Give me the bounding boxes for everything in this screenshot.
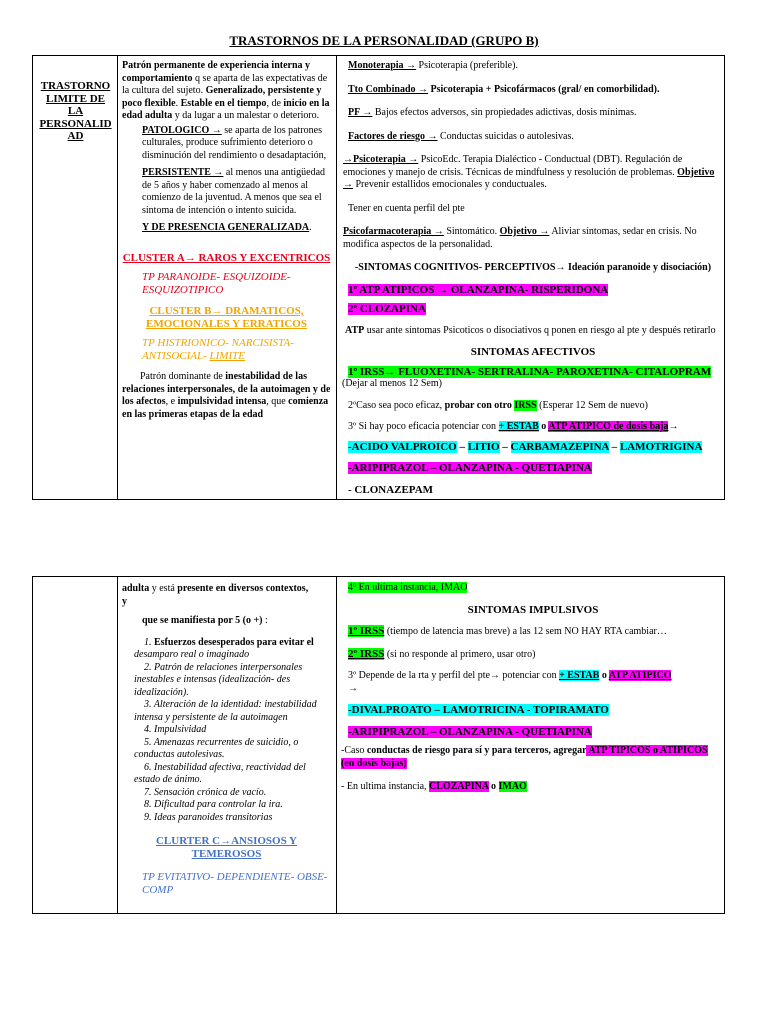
text: Conductas suicidas o autolesivas. xyxy=(437,130,574,142)
text: o xyxy=(538,421,549,432)
label: Psicofarmacoterapia → xyxy=(343,226,444,237)
continuation-paragraph xyxy=(122,583,331,596)
third-arrow: → xyxy=(348,682,358,694)
text: , de xyxy=(266,97,284,109)
row-title-line: LA xyxy=(67,105,84,117)
text: usar ante síntomas Psicoticos o disociativos q ponen en riesgo al pte y después retirarlo xyxy=(364,324,716,336)
row-title-line: AD xyxy=(67,130,84,142)
criterion-number: 9. xyxy=(144,811,152,823)
estab-line xyxy=(348,441,718,454)
generalizada-label: Y DE PRESENCIA GENERALIZADA xyxy=(142,222,310,233)
persistente-label: PERSISTENTE → xyxy=(142,167,224,178)
highlight: IMAO xyxy=(498,781,527,792)
persistente-paragraph xyxy=(122,167,331,217)
criterion-item xyxy=(122,699,331,724)
label: Monoterapia → xyxy=(348,60,417,71)
irss2-line xyxy=(348,648,718,662)
highlight: 4º En ultima instancia, IMAO xyxy=(348,582,468,593)
cluster-a-heading: CLUSTER A→ RAROS Y EXCENTRICOS xyxy=(122,251,331,264)
label: Tto Combinado → xyxy=(348,83,429,95)
irss1-line xyxy=(348,625,718,639)
text: presente en diversos contextos, xyxy=(177,583,309,594)
criterion-number: 6. xyxy=(144,761,152,773)
cluster-a-types: TP PARANOIDE- ESQUIZOIDE- ESQUIZOTIPICO xyxy=(142,271,291,296)
text: , que xyxy=(266,396,289,407)
cluster-b-heading: CLUSTER B→ DRAMATICOS, EMOCIONALES Y ERRATICOS xyxy=(146,305,307,330)
highlight: 2º IRSS xyxy=(348,647,385,660)
text: Sensación crónica de vacío. xyxy=(154,786,267,798)
clonazepam-line: - CLONAZEPAM xyxy=(348,483,434,496)
imao-line xyxy=(348,582,718,595)
text: - En ultima instancia, xyxy=(341,781,430,792)
highlight: -ARIPIPRAZOL – OLANZAPINA - QUETIAPINA xyxy=(348,725,592,738)
cluster-c-heading: CLURTER C→ANSIOSOS Y TEMEROSOS xyxy=(155,835,297,860)
text: – xyxy=(499,440,511,453)
text: y da lugar a un malestar o deterioro. xyxy=(172,110,320,121)
treatment-cell-2 xyxy=(337,577,724,794)
text: Dificultad para controlar la ira. xyxy=(154,799,283,810)
irss-note: (Dejar al menos 12 Sem) xyxy=(342,378,442,389)
definition-cell xyxy=(118,56,335,421)
monoterapia-line xyxy=(348,60,718,73)
label: Factores de riesgo → xyxy=(348,130,438,142)
criteria-list xyxy=(122,637,331,825)
highlight: 1º IRSS→ FLUOXETINA- SERTRALINA- PAROXETINA- CITALOPRAM xyxy=(348,365,712,378)
pattern-paragraph xyxy=(122,371,331,421)
clozapina-line xyxy=(348,303,718,316)
caso-paragraph xyxy=(341,745,718,770)
highlight: ATP ATIPICO xyxy=(608,670,672,681)
label: →Psicoterapia → xyxy=(343,154,419,165)
text: desamparo real o imaginado xyxy=(134,649,250,660)
highlight: CARBAMAZEPINA xyxy=(510,440,609,453)
text: Alteración de la identidad: inestabilidad intensa y persistente de la autoimagen xyxy=(134,699,317,723)
text: -Caso xyxy=(341,745,367,756)
text: Estable en el tiempo xyxy=(180,97,267,109)
text: TP HISTRIONICO- NARCISISTA- ANTISOCIAL- xyxy=(142,337,294,362)
text: probar con otro xyxy=(444,399,512,411)
psicoterapia-paragraph xyxy=(343,154,718,192)
highlight: -ARIPIPRAZOL – OLANZAPINA - QUETIAPINA xyxy=(348,462,592,474)
text: Bajos efectos adversos, sin propiedades adictivas, dosis mínimas. xyxy=(372,107,637,118)
patologico-label: PATOLOGICO → xyxy=(142,124,222,136)
criterion-item xyxy=(122,637,331,662)
highlight: 2º CLOZAPINA xyxy=(348,303,426,315)
text: se aparta de los patrones culturales, produce sufrimiento deterioro o disminución del rendimiento o desadaptación, xyxy=(142,124,327,161)
text: Impulsividad xyxy=(154,724,207,735)
irss-line xyxy=(348,366,718,379)
text: Sintomático. xyxy=(443,226,500,237)
label: Objetivo → xyxy=(499,226,550,237)
tener-cuenta-line: Tener en cuenta perfil del pte xyxy=(348,202,465,214)
patologico-paragraph xyxy=(122,125,331,163)
text: Patrón dominante de xyxy=(140,371,226,382)
text: Esfuerzos desesperados para evitar el xyxy=(154,636,314,648)
criterion-item xyxy=(122,737,331,762)
label: PF → xyxy=(348,107,373,118)
atp-line xyxy=(348,284,718,297)
table-page-1 xyxy=(32,55,725,500)
criteria-cell xyxy=(118,577,335,896)
criterion-item xyxy=(122,724,331,737)
text: – xyxy=(456,440,468,453)
row-title-line: PERSONALID xyxy=(39,117,112,130)
row-title-cell xyxy=(33,56,117,143)
pf-line xyxy=(348,107,718,120)
text: Inestabilidad afectiva, reactividad del estado de ánimo. xyxy=(134,761,306,785)
aripiprazol-line xyxy=(348,462,718,475)
document-title: TRASTORNOS DE LA PERSONALIDAD (GRUPO B) xyxy=(229,33,539,48)
ultima-line xyxy=(341,781,718,794)
text: Patrón de relaciones interpersonales inestables e intensas (idealización- des idealización). xyxy=(134,661,303,698)
limite-label: LIMITE xyxy=(209,349,245,362)
highlight: LAMOTRIGINA xyxy=(619,440,703,453)
highlight: 1º IRSS xyxy=(348,625,385,637)
cluster-c-types: TP EVITATIVO- DEPENDIENTE- OBSE-COMP xyxy=(142,871,328,896)
text: inestabilidad de las relaciones interpersonales, de la autoimagen y de los afectos xyxy=(122,371,331,407)
label: Objetivo → xyxy=(343,166,715,190)
table-page-2 xyxy=(32,576,725,914)
highlight: ATP ATIPICO de dosis baja xyxy=(548,421,669,432)
psicofarmaco-paragraph xyxy=(343,226,718,251)
highlight: -DIVALPROATO – LAMOTRICINA - TOPIRAMATO xyxy=(348,704,609,716)
row-title xyxy=(36,80,115,143)
second-line xyxy=(348,400,718,413)
cluster-b-types xyxy=(122,337,331,362)
text: impulsividad intensa xyxy=(177,396,267,407)
afectivos-header: SINTOMAS AFECTIVOS xyxy=(470,346,596,358)
criterion-item xyxy=(122,787,331,800)
aripiprazol-line-2 xyxy=(348,726,718,739)
combinado-line xyxy=(348,84,718,97)
text: , e xyxy=(165,396,178,407)
text: inicio en la edad adulta xyxy=(122,97,330,121)
text: q se aparta de las expectativas de la cultura del sujeto. xyxy=(122,72,328,96)
continuation-y: y xyxy=(122,595,127,607)
text: ATP xyxy=(345,324,365,336)
text: Psicoterapia + Psicofármacos (gral/ en comorbilidad). xyxy=(428,83,660,95)
criterion-item xyxy=(122,812,331,825)
text: Psicoterapia (preferible). xyxy=(416,60,518,71)
definition-paragraph xyxy=(122,60,331,123)
text: Aliviar síntomas, sedar en crisis. No modifica aspectos de la personalidad. xyxy=(343,226,697,250)
text: Patrón permanente de experiencia interna y comportamiento xyxy=(122,60,311,84)
treatment-cell xyxy=(337,56,724,496)
criterion-item xyxy=(122,799,331,812)
text: comienza en las primeras etapas de la edad xyxy=(122,396,329,420)
highlight: CLOZAPINA xyxy=(429,781,489,792)
text: 3º Depende de la rta y perfil del pte→ potenciar con xyxy=(348,670,560,681)
criterion-number: 7. xyxy=(144,786,152,798)
estab-line-2 xyxy=(348,704,718,717)
riesgo-line xyxy=(348,131,718,144)
text: – xyxy=(608,440,620,453)
atp-note-paragraph xyxy=(345,325,718,338)
criterion-number: 4. xyxy=(144,724,152,735)
criteria-intro xyxy=(122,615,331,628)
highlight: + ESTAB xyxy=(498,421,539,432)
text: (tiempo de latencia mas breve) a las 12 sem NO HAY RTA cambiar… xyxy=(384,626,667,637)
text: Generalizado, persistente y poco flexible xyxy=(122,85,322,109)
text: que se manifiesta por 5 (o +) xyxy=(142,615,263,626)
text: o xyxy=(488,781,499,792)
criterion-item xyxy=(122,762,331,787)
text: : xyxy=(262,615,268,626)
third-line-2 xyxy=(348,670,718,683)
text: . xyxy=(175,97,181,109)
arrow: → xyxy=(668,421,679,432)
text: 3º Si hay poco eficacia potenciar con xyxy=(348,421,499,432)
text: 2ºCaso sea poco eficaz, xyxy=(348,399,445,411)
highlight: 1º ATP ATIPICOS → OLANZAPINA- RISPERIDONA xyxy=(348,283,609,296)
text: conductas de riesgo para sí y para terceros, agregar xyxy=(366,745,587,756)
cognitivos-header: -SINTOMAS COGNITIVOS- PERCEPTIVOS→ Ideación paranoide y disociación) xyxy=(354,262,712,273)
text: Amenazas recurrentes de suicidio, o conductas autolesivas. xyxy=(134,736,299,760)
text: (si no responde al primero, usar otro) xyxy=(384,648,536,660)
highlight: LITIO xyxy=(467,440,500,453)
criterion-item xyxy=(122,662,331,700)
criterion-number: 3. xyxy=(144,699,152,710)
highlight: IRSS xyxy=(514,399,537,411)
text: Prevenir estallidos emocionales y conductuales. xyxy=(353,179,547,190)
third-line xyxy=(348,421,718,434)
highlight: ATP TIPICOS o ATIPICOS (en dosis bajas) xyxy=(341,745,708,769)
criterion-number: 5. xyxy=(144,736,152,748)
highlight: + ESTAB xyxy=(559,670,600,681)
criterion-number: 1. xyxy=(144,636,152,648)
text: y está xyxy=(149,583,178,594)
text: (Esperar 12 Sem de nuevo) xyxy=(536,399,649,411)
row-title-line: LIMITE DE xyxy=(46,92,105,105)
text: Ideas paranoides transitorias xyxy=(154,811,273,823)
generalizada-paragraph xyxy=(122,222,331,235)
highlight: -ACIDO VALPROICO xyxy=(348,440,457,453)
text: o xyxy=(599,670,609,681)
text: adulta xyxy=(122,583,150,594)
criterion-number: 8. xyxy=(144,799,152,810)
criterion-number: 2. xyxy=(144,661,152,673)
row-title-line: TRASTORNO xyxy=(40,80,111,92)
text: . xyxy=(309,222,312,233)
impulsivos-header: SINTOMAS IMPULSIVOS xyxy=(467,603,599,616)
text: al menos una antigüedad de 5 años y haber comenzado al menos al comienzo de la juventud. A menos que sea el síntoma de intención o intento suicida. xyxy=(142,167,326,216)
text: PsicoEdc. Terapia Dialéctico - Conductual (DBT). Regulación de emociones y manejo de crisis. Técnicas de mindfulness y resolución de problemas. xyxy=(343,154,683,178)
